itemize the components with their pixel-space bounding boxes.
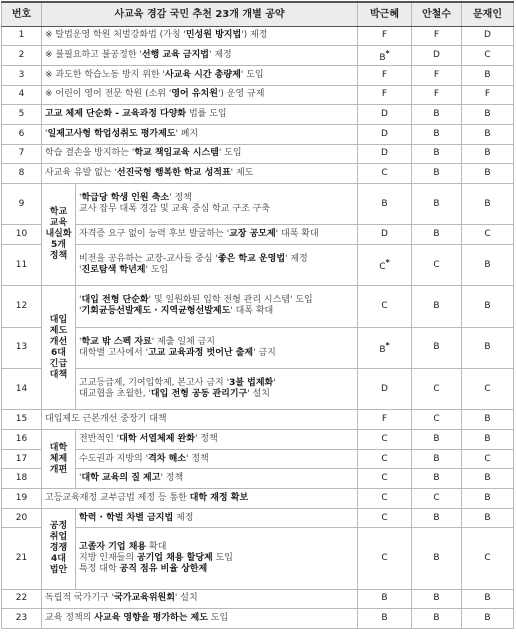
row-number: 9 — [2, 183, 42, 224]
pledge-text: 자격증 요구 없이 능력 후보 발굴하는 ' — [79, 229, 230, 240]
grade-candidate-1: B* — [358, 327, 412, 368]
table-row — [2, 144, 514, 164]
pledge-keyword: 민성원 방지법 — [185, 30, 242, 41]
pledge-line — [45, 129, 354, 140]
pledge-line — [79, 564, 354, 575]
table-row — [2, 528, 514, 589]
pledge-line — [79, 295, 354, 306]
pledge-text: 사교육 유발 없는 ' — [45, 168, 117, 179]
pledge-keyword: 선진국형 행복한 학교 성적표 — [116, 168, 231, 179]
header-candidate-3: 문재인 — [462, 2, 514, 26]
pledge-cell — [42, 589, 358, 609]
pledge-line — [79, 553, 354, 564]
pledge-cell — [42, 144, 358, 164]
pledge-cell — [76, 469, 358, 489]
pledge-keyword: 학급당 학생 인원 축소 — [81, 193, 170, 204]
pledge-text: ' — [79, 336, 82, 347]
grade-candidate-3: C — [462, 449, 514, 469]
pledge-line — [79, 389, 354, 400]
row-number: 3 — [2, 65, 42, 85]
grade-candidate-2: B — [412, 430, 462, 450]
pledge-cell — [42, 164, 358, 184]
table-row — [2, 286, 514, 327]
table-header-row — [2, 2, 514, 26]
pledge-cell — [42, 105, 358, 125]
grade-candidate-3: D — [462, 26, 514, 46]
header-candidate-2: 안철수 — [412, 2, 462, 26]
pledge-comparison-table — [1, 1, 514, 629]
pledge-text: ※ 어린이 영어 전문 학원 (소위 ' — [45, 89, 172, 100]
asterisk-mark: * — [385, 340, 390, 350]
table-row — [2, 244, 514, 285]
pledge-keyword: 3불 법제화 — [229, 378, 274, 389]
pledge-text: ' 제정 — [285, 254, 308, 265]
table-row — [2, 410, 514, 430]
grade-candidate-3: C — [462, 225, 514, 245]
pledge-text: 제정 — [173, 512, 194, 523]
row-number: 5 — [2, 105, 42, 125]
table-row — [2, 430, 514, 450]
row-number: 14 — [2, 369, 42, 410]
pledge-line — [79, 434, 354, 445]
pledge-text: ' — [79, 306, 82, 317]
pledge-cell — [42, 26, 358, 46]
pledge-line — [79, 473, 354, 484]
grade-candidate-2: B — [412, 609, 462, 629]
grade-candidate-1: C — [358, 164, 412, 184]
table-row — [2, 449, 514, 469]
grade-candidate-3: B — [462, 469, 514, 489]
pledge-keyword: 학교 밖 스펙 자료 — [81, 336, 152, 347]
grade-candidate-1: C* — [358, 244, 412, 285]
pledge-text: 도입 — [212, 552, 233, 563]
grade-candidate-1: C — [358, 469, 412, 489]
pledge-text: ※ 불필요하고 불공정한 ' — [45, 50, 142, 60]
grade-candidate-1: B — [358, 609, 412, 629]
grade-candidate-2: C — [412, 489, 462, 509]
row-number: 8 — [2, 164, 42, 184]
pledge-text: ' 제정 — [209, 50, 232, 60]
grade-candidate-2: B — [412, 286, 462, 327]
policy-group-label: 공정 취업 경쟁 4대 법안 — [42, 508, 76, 589]
pledge-cell — [42, 489, 358, 509]
pledge-keyword: 대입 전형 단순화 — [81, 295, 149, 306]
pledge-cell — [76, 528, 358, 589]
pledge-cell — [42, 46, 358, 66]
grade-candidate-2: B — [412, 589, 462, 609]
grade-candidate-2: B — [412, 528, 462, 589]
pledge-text: ' — [79, 295, 82, 306]
pledge-line — [45, 414, 354, 425]
grade-candidate-3: C — [462, 369, 514, 410]
pledge-text: ' — [45, 128, 48, 139]
pledge-line — [45, 109, 354, 120]
pledge-keyword: 선행 교육 금지법 — [141, 50, 209, 60]
table-row — [2, 105, 514, 125]
grade-candidate-3: B — [462, 144, 514, 164]
grade-candidate-1: D — [358, 369, 412, 410]
grade-candidate-1: F — [358, 410, 412, 430]
pledge-keyword: 기회균등선발제도 · 지역균형선발제도 — [81, 306, 231, 317]
pledge-cell — [42, 609, 358, 629]
pledge-keyword: 국가교육위원회 — [114, 593, 175, 604]
pledge-text: 고교등급제, 기여입학제, 본고사 금지 ' — [79, 378, 230, 389]
grade-candidate-2: B — [412, 508, 462, 528]
table-row — [2, 164, 514, 184]
table-row — [2, 508, 514, 528]
row-number: 2 — [2, 46, 42, 66]
pledge-text: ※ 과도한 학습노동 방지 위한 ' — [45, 69, 165, 80]
grade-candidate-3: B — [462, 105, 514, 125]
pledge-cell — [42, 85, 358, 105]
grade-candidate-3: B — [462, 327, 514, 368]
pledge-text: 학습 결손을 방지하는 ' — [45, 148, 135, 159]
pledge-text: ' — [79, 265, 82, 276]
pledge-cell — [42, 410, 358, 430]
grade-candidate-1: B* — [358, 46, 412, 66]
row-number: 18 — [2, 469, 42, 489]
pledge-keyword: 일제고사형 학업성취도 평가제도 — [47, 128, 176, 139]
pledge-keyword: 고교 교육과정 벗어난 출제 — [148, 347, 254, 358]
grade-candidate-2: C — [412, 244, 462, 285]
grade-candidate-1: D — [358, 124, 412, 144]
row-number: 12 — [2, 286, 42, 327]
table-row — [2, 85, 514, 105]
pledge-keyword: 고교 체제 단순화 - 교육과정 다양화 — [45, 109, 187, 120]
pledge-cell — [76, 225, 358, 245]
pledge-keyword: 고졸자 기업 채용 — [79, 541, 147, 552]
pledge-line — [45, 50, 354, 61]
pledge-line — [79, 337, 354, 348]
grade-candidate-1: D — [358, 105, 412, 125]
pledge-text: ' 제도 — [230, 168, 254, 179]
table-row — [2, 225, 514, 245]
pledge-keyword: 학교 책임교육 시스템 — [134, 148, 219, 159]
table-row — [2, 469, 514, 489]
grade-candidate-3: B — [462, 489, 514, 509]
row-number: 22 — [2, 589, 42, 609]
pledge-cell — [42, 124, 358, 144]
pledge-text: 법률 도입 — [186, 109, 227, 120]
grade-candidate-1: C — [358, 508, 412, 528]
pledge-text: ' 대폭 확대 — [230, 306, 274, 317]
grade-candidate-2: F — [412, 26, 462, 46]
pledge-cell — [76, 183, 358, 224]
pledge-text: 교사 잡무 대폭 경감 및 교육 중심 학교 구조 구축 — [79, 204, 270, 215]
grade-candidate-2: B — [412, 144, 462, 164]
grade-candidate-1: C — [358, 286, 412, 327]
pledge-text: 특정 대학 — [79, 563, 120, 574]
grade-candidate-1: C — [358, 528, 412, 589]
grade-candidate-1: B — [358, 589, 412, 609]
pledge-text: 대교협을 초월한, ' — [79, 389, 151, 400]
pledge-text: 대입제도 근본개선 중장기 대책 — [45, 414, 167, 425]
pledge-text: ' 제출 일체 금지 — [151, 336, 215, 347]
grade-candidate-2: C — [412, 410, 462, 430]
row-number: 15 — [2, 410, 42, 430]
pledge-text: ' — [79, 193, 82, 204]
pledge-line — [79, 348, 354, 359]
row-number: 23 — [2, 609, 42, 629]
row-number: 6 — [2, 124, 42, 144]
grade-candidate-3: C — [462, 528, 514, 589]
table-row — [2, 124, 514, 144]
pledge-text: ' 정책 — [169, 193, 192, 204]
grade-candidate-2: B — [412, 469, 462, 489]
row-number: 11 — [2, 244, 42, 285]
pledge-line — [45, 70, 354, 81]
row-number: 20 — [2, 508, 42, 528]
table-row — [2, 369, 514, 410]
pledge-text: 대학별 고사에서 ' — [79, 347, 149, 358]
pledge-keyword: 대학 재정 확보 — [189, 492, 249, 503]
grade-candidate-2: F — [412, 85, 462, 105]
pledge-keyword: 공직 점유 비율 상한제 — [119, 563, 208, 574]
pledge-text: 독립적 국가기구 ' — [45, 593, 115, 604]
grade-candidate-2: B — [412, 225, 462, 245]
pledge-line — [45, 148, 354, 159]
pledge-line — [45, 30, 354, 41]
pledge-cell — [76, 286, 358, 327]
grade-candidate-3: B — [462, 124, 514, 144]
pledge-cell — [76, 449, 358, 469]
pledge-text: 교육 정책의 — [45, 613, 95, 624]
pledge-line — [45, 593, 354, 604]
pledge-text: ') 제정 — [241, 30, 268, 41]
header-candidate-1: 박근혜 — [358, 2, 412, 26]
grade-candidate-2: B — [412, 183, 462, 224]
pledge-keyword: 대학 교육의 질 제고 — [81, 473, 161, 484]
table-row — [2, 609, 514, 629]
asterisk-mark: * — [385, 48, 390, 58]
policy-group-label: 대입 제도 개선 6대 긴급 대책 — [42, 286, 76, 410]
pledge-text: 확대 — [146, 541, 167, 552]
pledge-text: ' 금지 — [253, 347, 276, 358]
pledge-text: 지방 인재들의 — [79, 552, 137, 563]
table-row — [2, 46, 514, 66]
pledge-text: ※ 탈법운영 학원 처벌강화법 (가칭 ' — [45, 30, 186, 41]
grade-candidate-2: B — [412, 449, 462, 469]
grade-candidate-1: D — [358, 144, 412, 164]
pledge-text: ' 대폭 확대 — [275, 229, 319, 240]
pledge-keyword: 영어 유치원 — [171, 89, 218, 100]
pledge-text: 전반적인 ' — [79, 433, 120, 444]
pledge-line — [79, 378, 354, 389]
grade-candidate-2: B — [412, 164, 462, 184]
row-number: 19 — [2, 489, 42, 509]
pledge-text: ' 설치 — [247, 389, 270, 400]
pledge-keyword: 격차 해소 — [148, 453, 186, 464]
pledge-line — [79, 204, 354, 215]
header-title: 사교육 경감 국민 추천 23개 개별 공약 — [42, 2, 358, 26]
table-row — [2, 327, 514, 368]
grade-candidate-3: B — [462, 410, 514, 430]
header-number: 번호 — [2, 2, 42, 26]
pledge-text: ' 설치 — [174, 593, 198, 604]
pledge-line — [79, 306, 354, 317]
grade-candidate-2: C — [412, 369, 462, 410]
table-row — [2, 589, 514, 609]
grade-candidate-1: F — [358, 85, 412, 105]
row-number: 10 — [2, 225, 42, 245]
grade-candidate-3: B — [462, 65, 514, 85]
row-number: 1 — [2, 26, 42, 46]
pledge-line — [45, 493, 354, 504]
pledge-keyword: 사교육 영향을 평가하는 제도 — [94, 613, 208, 624]
grade-candidate-3: C — [462, 46, 514, 66]
row-number: 4 — [2, 85, 42, 105]
pledge-cell — [42, 65, 358, 85]
pledge-line — [79, 265, 354, 276]
grade-candidate-3: B — [462, 508, 514, 528]
pledge-keyword: 학력 · 학벌 차별 금지법 — [79, 512, 174, 523]
pledge-cell — [76, 430, 358, 450]
pledge-keyword: 교장 공모제 — [229, 229, 276, 240]
grade-candidate-1: C — [358, 489, 412, 509]
grade-candidate-3: B — [462, 286, 514, 327]
pledge-cell — [76, 244, 358, 285]
pledge-text: 수도권과 지방의 ' — [79, 453, 149, 464]
pledge-line — [45, 89, 354, 100]
pledge-keyword: 대학 서열체제 완화 — [119, 433, 195, 444]
pledge-line — [79, 193, 354, 204]
pledge-text: 도입 — [207, 613, 229, 624]
grade-candidate-2: F — [412, 65, 462, 85]
row-number: 13 — [2, 327, 42, 368]
pledge-text: ' 도입 — [218, 148, 242, 159]
policy-group-label: 학교 교육 내실화 5개 정책 — [42, 183, 76, 285]
pledge-keyword: 좋은 학교 운영법 — [217, 254, 286, 265]
pledge-text: ' 도입 — [145, 265, 169, 276]
asterisk-mark: * — [385, 258, 390, 268]
pledge-keyword: 사교육 시간 총량제 — [164, 69, 241, 80]
pledge-cell — [76, 508, 358, 528]
grade-candidate-3: B — [462, 609, 514, 629]
grade-candidate-3: F — [462, 85, 514, 105]
pledge-keyword: 공기업 채용 할당제 — [136, 552, 213, 563]
grade-candidate-1: F — [358, 26, 412, 46]
pledge-text: ' 및 일원화된 입학 전형 관리 시스템' 도입 — [148, 295, 313, 306]
grade-candidate-3: B — [462, 183, 514, 224]
grade-candidate-1: B — [358, 183, 412, 224]
grade-candidate-2: B — [412, 124, 462, 144]
pledge-text: ' — [79, 473, 82, 484]
grade-candidate-2: B — [412, 327, 462, 368]
pledge-line — [45, 168, 354, 179]
row-number: 16 — [2, 430, 42, 450]
pledge-text: ' 정책 — [185, 453, 209, 464]
table-row — [2, 65, 514, 85]
row-number: 17 — [2, 449, 42, 469]
pledge-text: ' 정책 — [194, 433, 218, 444]
pledge-text: ' 정책 — [160, 473, 184, 484]
pledge-keyword: 대입 전형 공동 관리기구 — [150, 389, 248, 400]
pledge-text: ') 운영 규제 — [217, 89, 265, 100]
pledge-cell — [76, 327, 358, 368]
grade-candidate-1: C — [358, 430, 412, 450]
pledge-text: 고등교육재정 교부금법 제정 등 통한 — [45, 492, 190, 503]
grade-candidate-3: B — [462, 164, 514, 184]
pledge-text: 비전을 공유하는 교장-교사들 중심 ' — [79, 254, 218, 265]
pledge-keyword: 진로탐색 학년제 — [81, 265, 146, 276]
pledge-text: ' — [273, 378, 276, 389]
row-number: 21 — [2, 528, 42, 589]
row-number: 7 — [2, 144, 42, 164]
pledge-line — [45, 613, 354, 624]
grade-candidate-3: B — [462, 244, 514, 285]
grade-candidate-2: D — [412, 46, 462, 66]
grade-candidate-1: F — [358, 65, 412, 85]
table-row — [2, 183, 514, 224]
pledge-text: ' 폐지 — [175, 128, 199, 139]
pledge-line — [79, 542, 354, 553]
grade-candidate-3: B — [462, 430, 514, 450]
grade-candidate-1: C — [358, 449, 412, 469]
pledge-line — [79, 513, 354, 524]
grade-candidate-1: D — [358, 225, 412, 245]
grade-candidate-2: B — [412, 105, 462, 125]
policy-group-label: 대학 체제 개편 — [42, 430, 76, 489]
pledge-line — [79, 454, 354, 465]
table-row — [2, 26, 514, 46]
grade-candidate-3: B — [462, 589, 514, 609]
pledge-cell — [76, 369, 358, 410]
pledge-line — [79, 229, 354, 240]
pledge-text: ' 도입 — [240, 69, 264, 80]
pledge-line — [79, 254, 354, 265]
table-row — [2, 489, 514, 509]
